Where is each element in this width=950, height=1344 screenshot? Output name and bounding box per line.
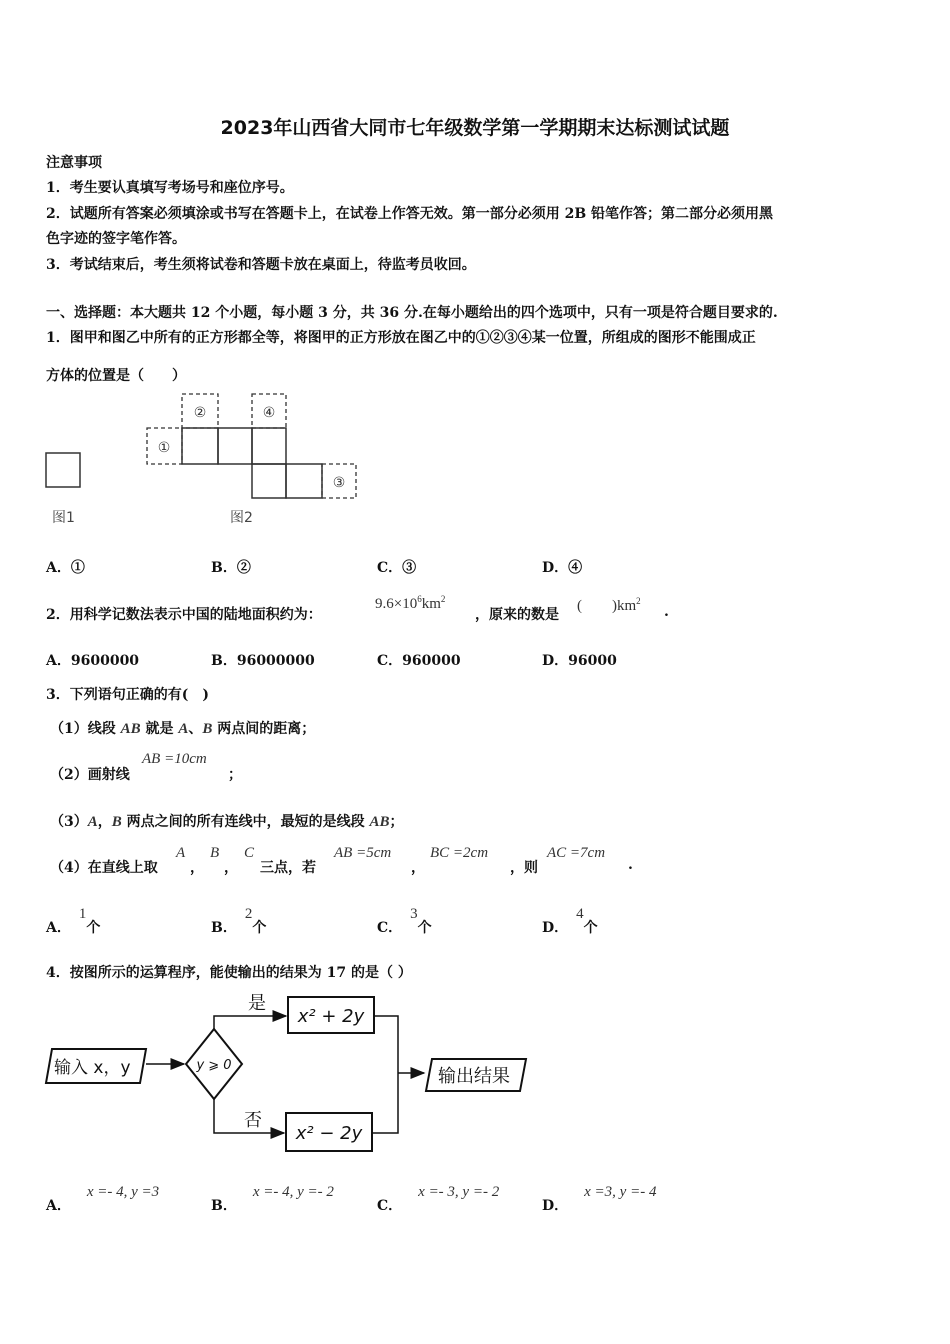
q3-s4-comma1: ， — [190, 860, 204, 876]
q3-statement-2-label: （2）画射线 — [50, 767, 130, 783]
q4-option-c[interactable]: C．x =- 3, y =- 2 — [377, 1184, 500, 1214]
q1-option-c[interactable]: C．③ — [377, 560, 417, 576]
q3-statement-2-expr: AB =10cm — [142, 751, 207, 767]
q2-option-c[interactable]: C．960000 — [377, 653, 461, 669]
q3-s4-comma2: ， — [224, 860, 238, 876]
q1-figures — [40, 390, 370, 530]
q3-s4-expr1: AB =5cm — [334, 845, 392, 861]
q4-option-a[interactable]: A．x =- 4, y =3 — [46, 1184, 160, 1214]
q3-s4-a: A — [176, 845, 186, 861]
section-heading: 一、选择题：本大题共 12 个小题，每小题 3 分，共 36 分.在每小题给出的四个选项中，只有一项是符合题目要求的. — [46, 305, 778, 321]
notice-item-2: 2．试题所有答案必须填涂或书写在答题卡上，在试卷上作答无效。第一部分必须用 2B 铅笔作答；第二部分必须用黑 — [46, 206, 774, 222]
q3-s4-expr3: AC =7cm — [547, 845, 606, 861]
notice-item-3: 3．考试结束后，考生须将试卷和答题卡放在桌面上，待监考员收回。 — [46, 257, 476, 273]
q3-statement-4-label: （4）在直线上取 — [50, 860, 158, 876]
q2-expression: $9.6\times 10^6km^2$ — [375, 594, 446, 612]
q3-statement-2-end: ； — [228, 767, 242, 783]
q3-option-a[interactable]: A．1个 — [46, 906, 101, 936]
notice-heading: 注意事项 — [46, 155, 102, 171]
q2-blank: ( )$km^2$ — [577, 596, 641, 614]
q3-stem: 3．下列语句正确的有( ) — [46, 687, 209, 703]
q3-s4-mid: 三点，若 — [260, 860, 316, 876]
q3-option-b[interactable]: B．2个 — [211, 906, 267, 936]
flow-no-label: 否 — [244, 1110, 262, 1131]
fig1-label: 图1 — [52, 510, 75, 526]
q4-option-d[interactable]: D．x =3, y =- 4 — [542, 1184, 657, 1214]
q1-stem-line1: 1．图甲和图乙中所有的正方形都全等，将图甲的正方形放在图乙中的①②③④某一位置，所组成的图形不能围成正 — [46, 330, 756, 346]
q4-option-b[interactable]: B．x =- 4, y =- 2 — [211, 1184, 334, 1214]
q1-option-a[interactable]: A．① — [46, 560, 85, 576]
fig2-pos1: ① — [157, 440, 171, 456]
flow-input-label: 输入 x，y — [54, 1058, 131, 1078]
flow-output-label: 输出结果 — [438, 1066, 510, 1087]
notice-item-1: 1．考生要认真填写考场号和座位序号。 — [46, 180, 294, 196]
q3-option-d[interactable]: D．4个 — [542, 906, 598, 936]
q2-option-b[interactable]: B．96000000 — [211, 653, 315, 669]
q3-s4-expr2: BC =2cm — [430, 845, 489, 861]
q1-option-b[interactable]: B．② — [211, 560, 251, 576]
flow-top-expr: x² + 2y — [297, 1006, 365, 1027]
q2-option-a[interactable]: A．9600000 — [46, 653, 140, 669]
notice-item-2-cont: 色字迹的签字笔作答。 — [46, 231, 186, 247]
q3-statement-3: （3）A，B 两点之间的所有连线中，最短的是线段 AB； — [50, 814, 404, 830]
q3-statement-1: （1）线段 AB 就是 A、B 两点间的距离； — [50, 721, 316, 737]
q3-option-c[interactable]: C．3个 — [377, 906, 432, 936]
q3-s4-then: ，则 — [510, 860, 538, 876]
q3-s4-b: B — [210, 845, 220, 861]
q4-stem: 4．按图所示的运算程序，能使输出的结果为 17 的是（ ） — [46, 965, 412, 981]
fig2-label: 图2 — [230, 510, 253, 526]
fig2-pos4: ④ — [262, 405, 276, 421]
fig1-square — [46, 453, 80, 487]
q3-s4-comma3: ， — [411, 860, 425, 876]
fig2-net — [182, 428, 322, 498]
page-title: 2023年山西省大同市七年级数学第一学期期末达标测试试题 — [220, 117, 730, 139]
q2-stem-mid: ，原来的数是 — [475, 607, 559, 623]
q2-stem-end: . — [664, 604, 669, 620]
fig2-pos3: ③ — [332, 475, 346, 491]
q2-option-d[interactable]: D．96000 — [542, 653, 617, 669]
flow-condition-label: y ⩾ 0 — [196, 1058, 232, 1073]
q2-stem: 2．用科学记数法表示中国的陆地面积约为： — [46, 607, 322, 623]
q3-s4-end: . — [628, 857, 633, 873]
fig2-pos2: ② — [193, 405, 207, 421]
q3-s4-c: C — [244, 845, 255, 861]
flow-yes-label: 是 — [248, 993, 266, 1014]
q1-stem-line2: 方体的位置是（ ） — [46, 368, 186, 384]
q1-option-d[interactable]: D．④ — [542, 560, 583, 576]
flow-bottom-expr: x² − 2y — [295, 1123, 363, 1144]
q4-flowchart — [40, 985, 540, 1160]
